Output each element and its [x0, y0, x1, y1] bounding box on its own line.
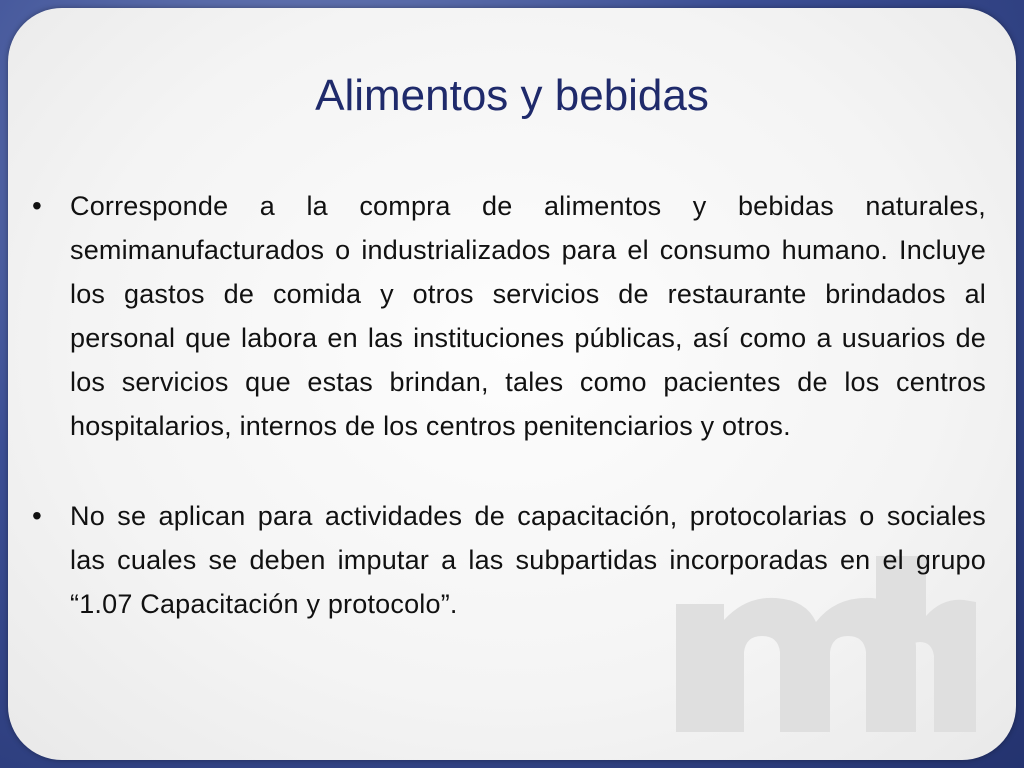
- bullet-item: [30, 184, 986, 448]
- bullet-item: [30, 494, 986, 626]
- bullet-marker-icon: •: [32, 500, 42, 531]
- bullet-marker-icon: •: [32, 190, 42, 221]
- bullet-text: Corresponde a la compra de alimentos y bebidas naturales, semimanufacturados o industrializados para el consumo humano. Incluye los gastos de comida y otros servicios de restaurante brindados al personal que labora en las instituciones públicas, así como a usuarios de los servicios que estas brindan, tales como pacientes de los centros hospitalarios, internos de los centros penitenciarios y otros.: [70, 191, 986, 441]
- bullet-text: No se aplican para actividades de capacitación, protocolarias o sociales las cuales se deben imputar a las subpartidas incorporadas en el grupo “1.07 Capacitación y protocolo”.: [70, 501, 986, 619]
- bullet-list: [30, 184, 986, 672]
- slide-title: Alimentos y bebidas: [315, 71, 709, 120]
